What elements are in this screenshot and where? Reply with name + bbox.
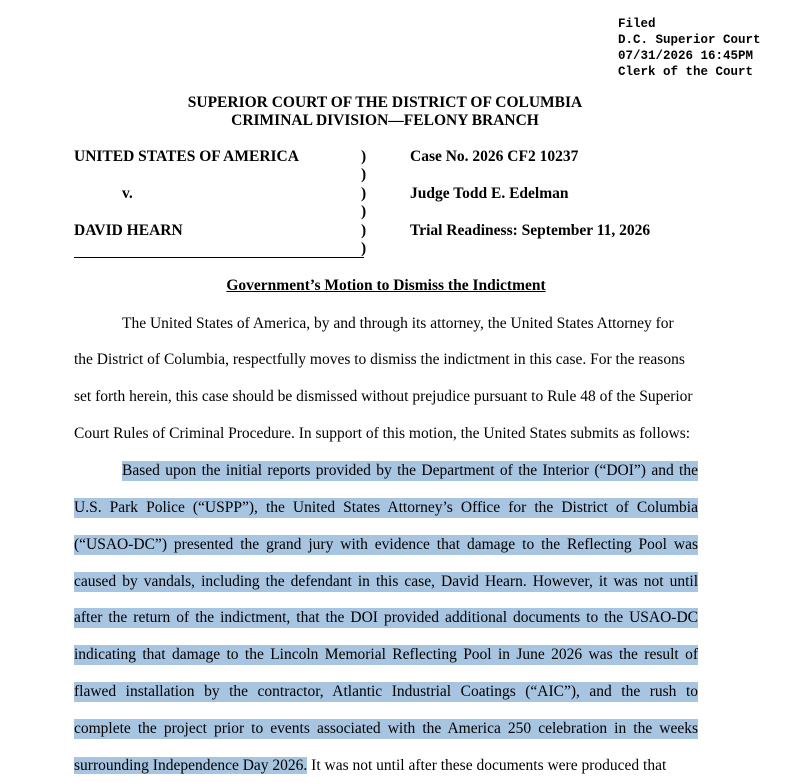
highlighted-line: caused by vandals, including the defendant in this case, David Hearn. However, it was not until <box>74 573 698 590</box>
caption-paren: ) <box>361 148 367 165</box>
caption-paren: ) <box>361 166 367 183</box>
plaintiff-name: UNITED STATES OF AMERICA <box>74 148 299 165</box>
stamp-line: Clerk of the Court <box>618 65 754 79</box>
highlighted-line: after the return of the indictment, that the DOI provided additional documents to the USAO-DC <box>74 609 698 626</box>
highlighted-line: indicating that damage to the Lincoln Memorial Reflecting Pool in June 2026 was the result of <box>74 646 698 663</box>
highlighted-text: surrounding Independence Day 2026. <box>74 757 308 774</box>
stamp-line: 07/31/2026 16:45PM <box>618 49 754 63</box>
trial-readiness-date: Trial Readiness: September 11, 2026 <box>410 222 651 239</box>
court-name: SUPERIOR COURT OF THE DISTRICT OF COLUMBIA <box>187 94 583 111</box>
body-line: set forth herein, this case should be dismissed without prejudice pursuant to Rule 48 of the Superior <box>74 388 693 405</box>
versus-label: v. <box>122 185 133 202</box>
judge-name: Judge Todd E. Edelman <box>410 185 569 202</box>
motion-title: Government’s Motion to Dismiss the Indictment <box>226 277 546 294</box>
body-line <box>74 756 698 776</box>
body-line: the District of Columbia, respectfully moves to dismiss the indictment in this case. For the reasons <box>74 351 685 368</box>
body-text: It was not until after these documents were produced that <box>307 757 667 774</box>
caption-paren: ) <box>361 222 367 239</box>
highlighted-line: complete the project prior to events associated with the America 250 celebration in the weeks <box>74 720 698 737</box>
caption-paren: ) <box>361 185 367 202</box>
caption-paren: ) <box>361 240 367 257</box>
body-line: The United States of America, by and through its attorney, the United States Attorney for <box>122 315 674 332</box>
stamp-line: Filed <box>618 17 656 31</box>
defendant-name: DAVID HEARN <box>74 222 183 239</box>
stamp-line: D.C. Superior Court <box>618 33 761 47</box>
caption-underline <box>74 257 364 258</box>
court-division: CRIMINAL DIVISION—FELONY BRANCH <box>231 112 539 129</box>
highlighted-line: (“USAO-DC”) presented the grand jury with evidence that damage to the Reflecting Pool was <box>74 536 698 553</box>
highlighted-line: flawed installation by the contractor, Atlantic Industrial Coatings (“AIC”), and the rush to <box>74 683 698 700</box>
body-line: Court Rules of Criminal Procedure. In support of this motion, the United States submits as follows: <box>74 425 691 442</box>
case-number: Case No. 2026 CF2 10237 <box>410 148 579 165</box>
filing-stamp <box>618 16 761 80</box>
highlighted-line: Based upon the initial reports provided by the Department of the Interior (“DOI”) and the <box>122 462 698 479</box>
highlighted-line: U.S. Park Police (“USPP”), the United States Attorney’s Office for the District of Columbia <box>74 499 698 516</box>
caption-paren: ) <box>361 203 367 220</box>
